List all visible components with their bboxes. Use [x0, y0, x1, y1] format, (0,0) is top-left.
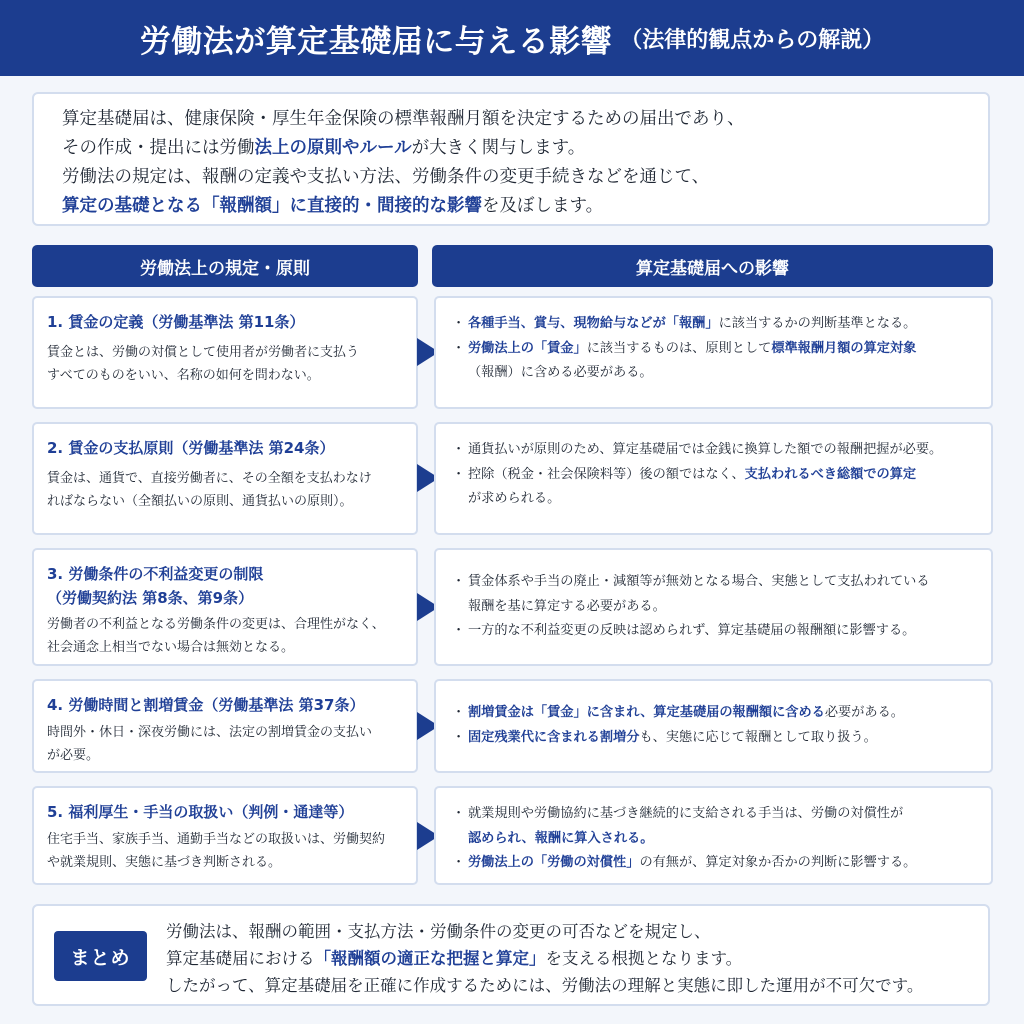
rule-body-4: 時間外・休日・深夜労働には、法定の割増賃金の支払い が必要。 [47, 725, 373, 763]
impact-card-4 [434, 679, 993, 773]
intro-line-1: 算定基礎届は、健康保険・厚生年金保険の標準報酬月額を決定するための届出であり、 [62, 109, 745, 129]
summary-badge: まとめ [54, 931, 147, 981]
column-header-impact: 算定基礎届への影響 [432, 245, 993, 287]
rule-card-1 [32, 296, 418, 409]
column-header-rules: 労働法上の規定・原則 [32, 245, 418, 287]
rule-body-5: 住宅手当、家族手当、通勤手当などの取扱いは、労働契約 や就業規則、実態に基づき判断される。 [47, 832, 386, 870]
impact-card-2 [434, 422, 993, 535]
intro-box [32, 92, 990, 226]
rule-card-5 [32, 786, 418, 885]
rule-body-3: 労働者の不利益となる労働条件の変更は、合理性がなく、 社会通念上相当でない場合は無効となる。 [47, 617, 385, 655]
impact-bullet: ・ 控除（税金・社会保険料等）後の額ではなく、支払われるべき総額での算定 が求められる。 [452, 463, 983, 512]
intro-line-4: 算定の基礎となる「報酬額」に直接的・間接的な影響を及ぼします。 [62, 196, 604, 216]
summary-box [32, 904, 990, 1006]
rule-title-5: 5. 福利厚生・手当の取扱い（判例・通達等） [47, 803, 354, 821]
rule-body-2: 賃金は、通貨で、直接労働者に、その全額を支払わなけ ればならない（全額払いの原則、通貨払いの原則）。 [47, 471, 372, 509]
summary-line-1: 労働法は、報酬の範囲・支払方法・労働条件の変更の可否などを規定し、 [166, 922, 711, 941]
impact-bullet: ・ 通貨払いが原則のため、算定基礎届では金銭に換算した額での報酬把握が必要。 [452, 438, 983, 463]
rule-card-4 [32, 679, 418, 773]
rule-title-4: 4. 労働時間と割増賃金（労働基準法 第37条） [47, 696, 365, 714]
impact-card-3 [434, 548, 993, 666]
impact-bullet: ・ 一方的な不利益変更の反映は認められず、算定基礎届の報酬額に影響する。 [452, 619, 983, 644]
rule-title-2: 2. 賃金の支払原則（労働基準法 第24条） [47, 439, 335, 457]
impact-bullet: ・ 賃金体系や手当の廃止・減額等が無効となる場合、実態として支払われている 報酬を基に算定する必要がある。 [452, 570, 983, 619]
rule-title-1: 1. 賃金の定義（労働基準法 第11条） [47, 313, 305, 331]
impact-bullet: ・ 就業規則や労働協約に基づき継続的に支給される手当は、労働の対償性が 認められ、報酬に算入される。 [452, 802, 983, 851]
impact-bullet: ・ 固定残業代に含まれる割増分も、実態に応じて報酬として取り扱う。 [452, 726, 983, 751]
summary-line-2: 算定基礎届における「報酬額の適正な把握と算定」を支える根拠となります。 [166, 949, 743, 968]
impact-card-5 [434, 786, 993, 885]
intro-line-3: 労働法の規定は、報酬の定義や支払い方法、労働条件の変更手続きなどを通じて、 [62, 167, 710, 187]
rule-title-3: 3. 労働条件の不利益変更の制限 （労働契約法 第8条、第9条） [47, 565, 264, 607]
impact-bullet: ・ 各種手当、賞与、現物給与などが「報酬」に該当するかの判断基準となる。 [452, 312, 983, 337]
impact-bullet: ・ 労働法上の「労働の対償性」の有無が、算定対象か否かの判断に影響する。 [452, 851, 983, 876]
page-title: 労働法が算定基礎届に与える影響 [139, 23, 613, 60]
impact-card-1 [434, 296, 993, 409]
rule-card-2 [32, 422, 418, 535]
impact-bullet: ・ 労働法上の「賃金」に該当するものは、原則として標準報酬月額の算定対象 （報酬）に含める必要がある。 [452, 337, 983, 386]
intro-line-2: その作成・提出には労働法上の原則やルールが大きく関与します。 [62, 138, 586, 158]
summary-line-3: したがって、算定基礎届を正確に作成するためには、労働法の理解と実態に即した運用が不可欠です。 [166, 976, 924, 995]
rule-card-3 [32, 548, 418, 666]
title-bar [0, 0, 1024, 76]
rule-body-1: 賃金とは、労働の対償として使用者が労働者に支払う すべてのものをいい、名称の如何を問わない。 [47, 345, 360, 383]
summary-text [166, 918, 923, 999]
page-subtitle: （法律的観点からの解説） [620, 27, 885, 53]
impact-bullet: ・ 割増賃金は「賃金」に含まれ、算定基礎届の報酬額に含める必要がある。 [452, 701, 983, 726]
